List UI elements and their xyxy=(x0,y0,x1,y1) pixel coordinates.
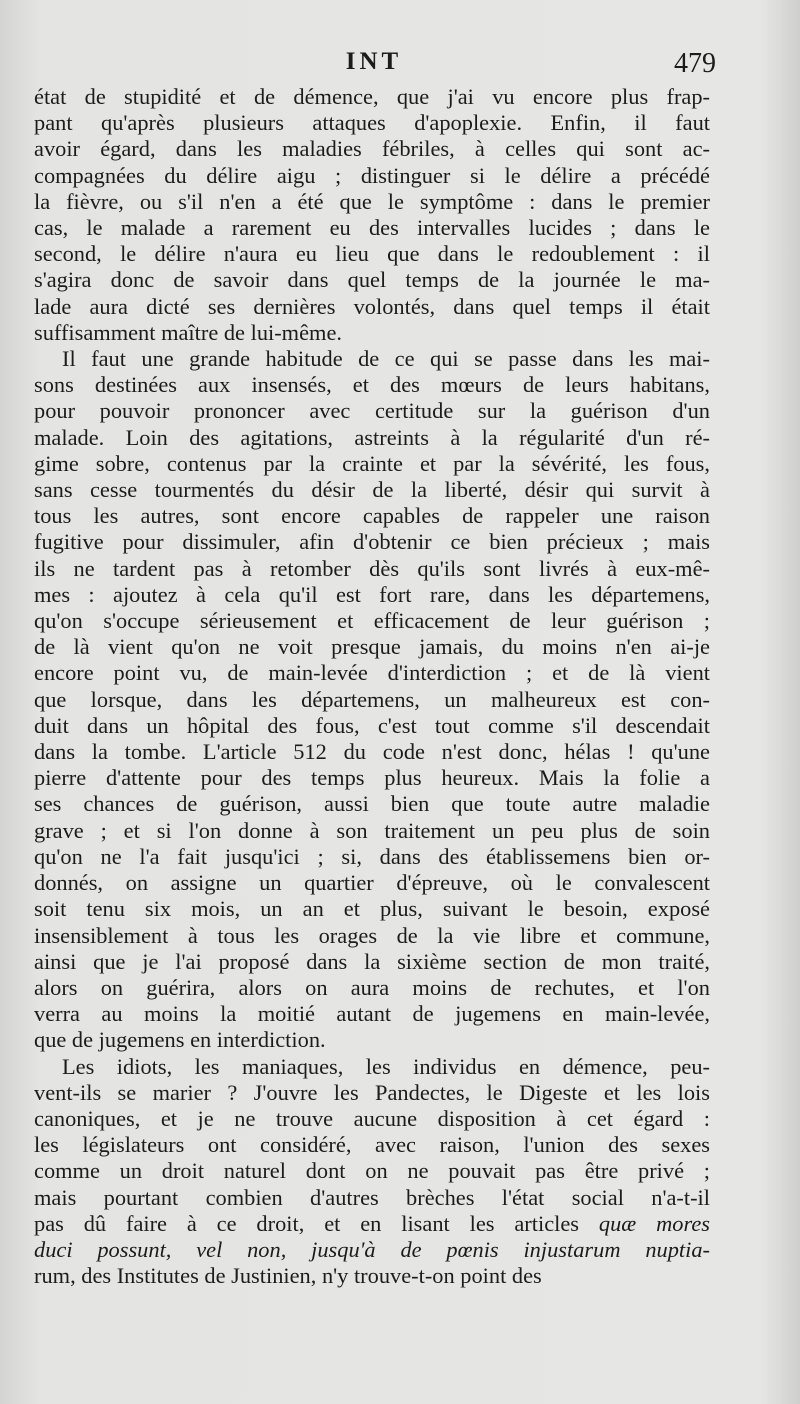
text-line: ils ne tardent pas à retomber dès qu'ils sont livrés à eux-mê- xyxy=(34,555,710,581)
text-line: pant qu'après plusieurs attaques d'apoplexie. Enfin, il faut xyxy=(34,110,710,136)
text-line: cas, le malade a rarement eu des intervalles lucides ; dans le xyxy=(34,215,710,241)
latin-phrase: quæ mores xyxy=(598,1210,711,1236)
text-line: insensiblement à tous les orages de la vie libre et commune, xyxy=(34,922,710,948)
text-line: vent-ils se marier ? J'ouvre les Pandectes, le Digeste et les lois xyxy=(34,1079,710,1105)
text-line: état de stupidité et de démence, que j'ai vu encore plus frap- xyxy=(34,84,710,109)
text-line: que lorsque, dans les départemens, un malheureux est con- xyxy=(34,686,710,712)
text-line: pour pouvoir prononcer avec certitude sur la guérison d'un xyxy=(34,398,710,424)
text-line: compagnées du délire aigu ; distinguer si le délire a précédé xyxy=(34,162,710,188)
text-line: grave ; et si l'on donne à son traitement un peu plus de soin xyxy=(34,817,710,843)
text-line: dans la tombe. L'article 512 du code n'est donc, hélas ! qu'une xyxy=(34,739,710,765)
text-line: de là vient qu'on ne voit presque jamais, du moins n'en ai-je xyxy=(34,634,710,660)
text-line: encore point vu, de main-levée d'interdiction ; et de là vient xyxy=(34,660,710,686)
text-line: gime sobre, contenus par la crainte et par la sévérité, les fous, xyxy=(34,450,710,476)
running-head: INT xyxy=(345,48,403,75)
text-line: soit tenu six mois, un an et plus, suivant le besoin, exposé xyxy=(34,896,710,922)
text-line: pierre d'attente pour des temps plus heureux. Mais la folie a xyxy=(34,765,710,791)
text-line: s'agira donc de savoir dans quel temps de la journée le ma- xyxy=(34,267,710,293)
text-line: qu'on ne l'a fait jusqu'ici ; si, dans des établissemens bien or- xyxy=(34,843,710,869)
page-number: 479 xyxy=(674,48,716,79)
text-line: malade. Loin des agitations, astreints à la régularité d'un ré- xyxy=(34,424,710,450)
text-line: rum, des Institutes de Justinien, n'y trouve-t-on point des xyxy=(34,1263,542,1289)
text-line: ainsi que je l'ai proposé dans la sixième section de mon traité, xyxy=(34,948,710,974)
text-run: pas dû faire à ce droit, et en lisant les articles xyxy=(34,1210,599,1236)
latin-phrase: duci possunt, vel non, jusqu'à xyxy=(34,1236,401,1262)
text-line: qu'on s'occupe sérieusement et efficacement de leur guérison ; xyxy=(34,608,710,634)
text-line: sans cesse tourmentés du désir de la liberté, désir qui survit à xyxy=(34,477,710,503)
text-line: duit dans un hôpital des fous, c'est tout comme s'il descendait xyxy=(34,712,710,738)
text-line: comme un droit naturel dont on ne pouvait pas être privé ; xyxy=(34,1158,710,1184)
text-line: mais pourtant combien d'autres brèches l'état social n'a-t-il xyxy=(34,1184,710,1210)
paragraph-1 xyxy=(34,84,710,346)
text-line: ses chances de guérison, aussi bien que toute autre maladie xyxy=(34,791,710,817)
text-line: que de jugemens en interdiction. xyxy=(34,1027,326,1053)
paragraph-2 xyxy=(34,346,710,1053)
paragraph-3 xyxy=(34,1054,710,1290)
text-line: sons destinées aux insensés, et des mœurs de leurs habitans, xyxy=(34,372,710,398)
text-line: Les idiots, les maniaques, les individus en démence, peu- xyxy=(62,1053,710,1079)
text-line-mixed xyxy=(34,1237,710,1263)
text-line: mes : ajoutez à cela qu'il est fort rare, dans les départemens, xyxy=(34,581,710,607)
text-line: Il faut une grande habitude de ce qui se passe dans les mai- xyxy=(62,346,710,372)
text-line: tous les autres, sont encore capables de rappeler une raison xyxy=(34,503,710,529)
text-line: fugitive pour dissimuler, afin d'obtenir ce bien précieux ; mais xyxy=(34,529,710,555)
latin-phrase: de pœnis injustarum nuptia- xyxy=(400,1236,710,1262)
text-line: la fièvre, ou s'il n'en a été que le symptôme : dans le premier xyxy=(34,188,710,214)
text-line-mixed xyxy=(34,1211,710,1237)
body-text xyxy=(34,84,710,1289)
text-line: canoniques, et je ne trouve aucune disposition à cet égard : xyxy=(34,1105,710,1131)
page-header xyxy=(36,48,716,88)
text-line: les législateurs ont considéré, avec raison, l'union des sexes xyxy=(34,1132,710,1158)
text-line: avoir égard, dans les maladies fébriles, à celles qui sont ac- xyxy=(34,136,710,162)
text-line: lade aura dicté ses dernières volontés, dans quel temps il était xyxy=(34,293,710,319)
text-line: donnés, on assigne un quartier d'épreuve, où le convalescent xyxy=(34,870,710,896)
text-line: alors on guérira, alors on aura moins de rechutes, et l'on xyxy=(34,974,710,1000)
text-line: second, le délire n'aura eu lieu que dans le redoublement : il xyxy=(34,241,710,267)
text-line: suffisamment maître de lui-même. xyxy=(34,319,342,345)
text-line: verra au moins la moitié autant de jugemens en main-levée, xyxy=(34,1001,710,1027)
